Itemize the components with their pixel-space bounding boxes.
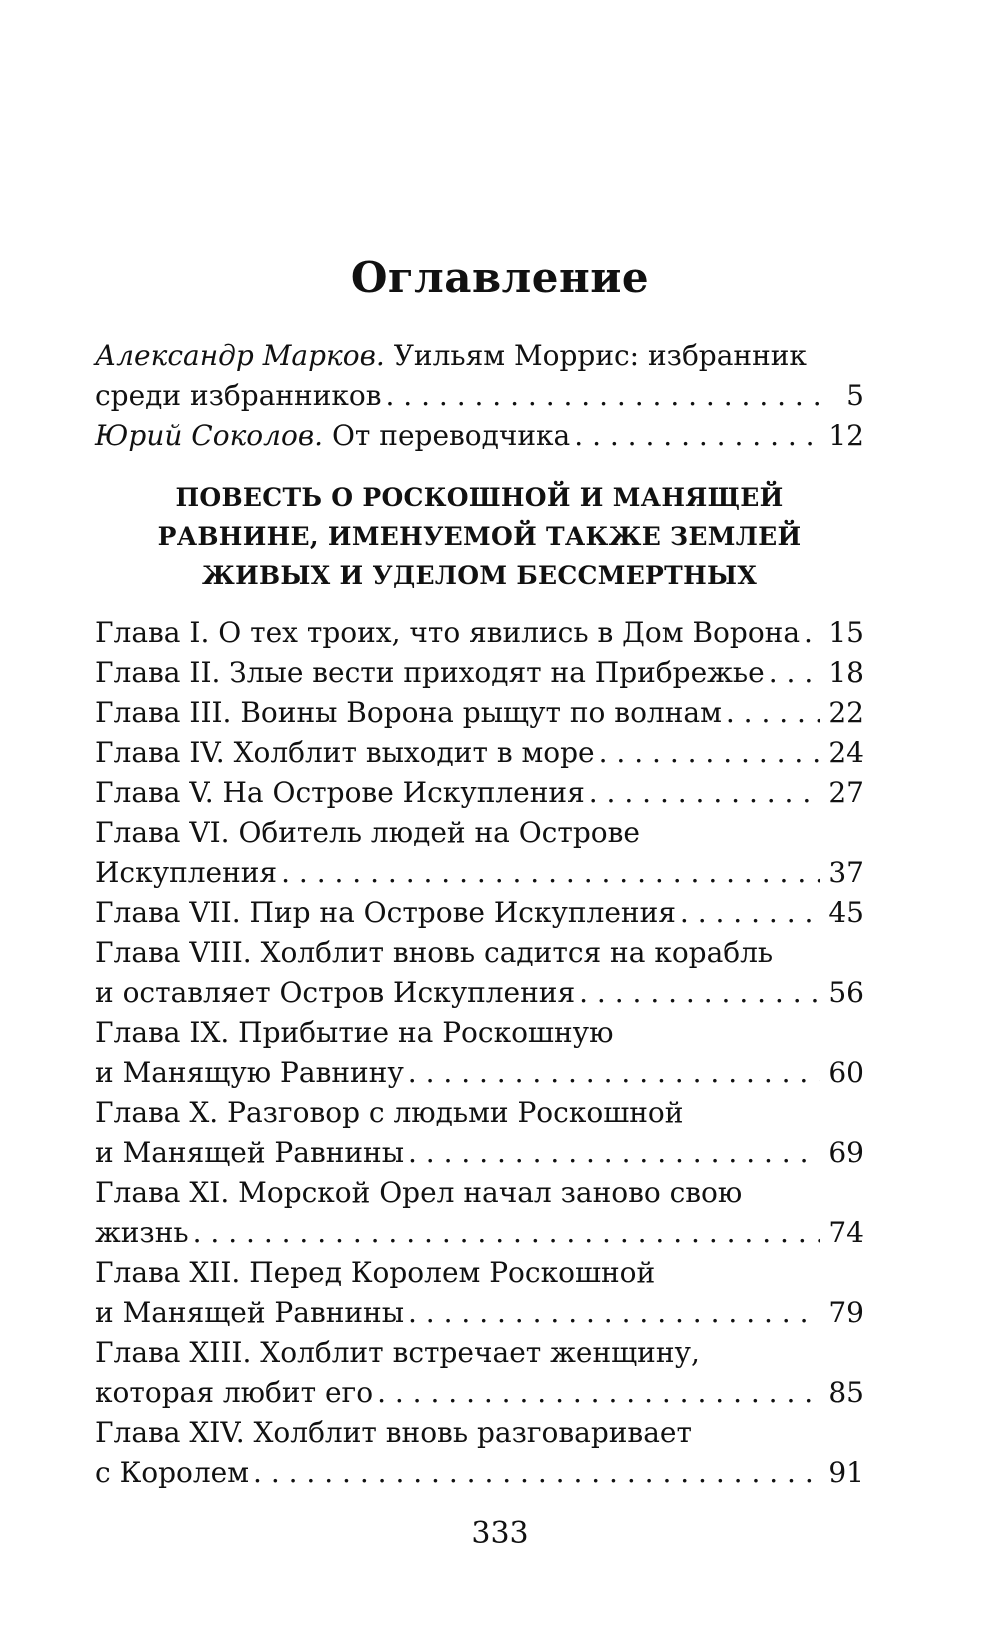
- page-number: 45: [828, 896, 864, 929]
- dot-leader: [377, 1373, 820, 1413]
- chapter-title-continued: и оставляет Остров Искупления: [95, 976, 576, 1009]
- toc-entry-chapter-continued: [95, 1213, 864, 1253]
- toc-entry-chapter-continued: [95, 973, 864, 1013]
- entry-title: От переводчика: [331, 419, 571, 452]
- dot-leader: [193, 1213, 821, 1253]
- table-of-contents: [95, 336, 864, 1493]
- dot-leader: [579, 973, 820, 1013]
- page-number: 56: [828, 976, 864, 1009]
- toc-entry-chapter-continued: [95, 1373, 864, 1413]
- author-name: Юрий Соколов.: [95, 419, 324, 452]
- dot-leader: [386, 376, 827, 416]
- chapter-title: Глава I. О тех троих, что явились в Дом Ворона: [95, 616, 801, 649]
- toc-entry-chapter: [95, 1173, 864, 1213]
- toc-entry-chapter: [95, 1253, 864, 1293]
- author-name: Александр Марков.: [95, 339, 385, 372]
- toc-entry-chapter: [95, 1093, 864, 1133]
- dot-leader: [281, 853, 820, 893]
- toc-entry-chapter: [95, 1333, 864, 1373]
- page-number: 37: [828, 856, 864, 889]
- toc-entry-chapter-continued: [95, 1453, 864, 1493]
- chapter-title: Глава IX. Прибытие на Роскошную: [95, 1016, 614, 1049]
- chapter-title-continued: и Манящей Равнины: [95, 1296, 404, 1329]
- page-number: 60: [828, 1056, 864, 1089]
- toc-entry-text: [95, 416, 570, 456]
- page-number: 91: [828, 1456, 864, 1489]
- dot-leader: [408, 1053, 821, 1093]
- chapter-title-continued: Искупления: [95, 856, 278, 889]
- page-number: 24: [828, 736, 864, 769]
- toc-entry-text: [95, 336, 807, 376]
- toc-entry-chapter: [95, 653, 864, 693]
- section-heading-line: ЖИВЫХ И УДЕЛОМ БЕССМЕРТНЫХ: [201, 561, 758, 590]
- toc-entry-chapter: [95, 933, 864, 973]
- page-number: 22: [828, 696, 864, 729]
- dot-leader: [574, 416, 820, 456]
- page-title: Оглавление: [350, 253, 650, 302]
- toc-entry-chapter: [95, 773, 864, 813]
- chapter-title-continued: с Королем: [95, 1456, 250, 1489]
- chapter-title: Глава II. Злые вести приходят на Прибрежье: [95, 656, 765, 689]
- toc-entry-translator-note: [95, 416, 864, 456]
- chapter-title-continued: и Манящую Равнину: [95, 1056, 404, 1089]
- toc-entry-chapter-continued: [95, 853, 864, 893]
- toc-entry-chapter-continued: [95, 1293, 864, 1333]
- chapter-title: Глава IV. Холблит выходит в море: [95, 736, 595, 769]
- chapter-title-continued: которая любит его: [95, 1376, 374, 1409]
- chapter-title: Глава XI. Морской Орел начал заново свою: [95, 1176, 743, 1209]
- chapter-title: Глава XII. Перед Королем Роскошной: [95, 1256, 656, 1289]
- chapter-title: Глава XIV. Холблит вновь разговаривает: [95, 1416, 692, 1449]
- entry-title-continued: среди избранников: [95, 379, 382, 412]
- page-folio-number: 333: [471, 1516, 529, 1551]
- page-number: 27: [828, 776, 864, 809]
- section-heading: [95, 478, 864, 595]
- toc-entry-chapter-continued: [95, 1133, 864, 1173]
- toc-entry-chapter: [95, 813, 864, 853]
- chapter-title: Глава VII. Пир на Острове Искупления: [95, 896, 676, 929]
- page-number: 85: [828, 1376, 864, 1409]
- dot-leader: [680, 893, 820, 933]
- toc-entry-chapter-continued: [95, 1053, 864, 1093]
- chapter-title: Глава III. Воины Ворона рыщут по волнам: [95, 696, 722, 729]
- toc-entry-chapter: [95, 1013, 864, 1053]
- page-number: 74: [828, 1216, 864, 1249]
- page-number: 15: [828, 616, 864, 649]
- chapter-title: Глава V. На Острове Искупления: [95, 776, 585, 809]
- chapter-title-continued: жизнь: [95, 1216, 189, 1249]
- dot-leader: [589, 773, 821, 813]
- toc-entry-chapter: [95, 613, 864, 653]
- dot-leader: [408, 1133, 820, 1173]
- dot-leader: [408, 1293, 820, 1333]
- chapter-title: Глава XIII. Холблит встречает женщину,: [95, 1336, 700, 1369]
- page-number: 12: [828, 419, 864, 452]
- dot-leader: [726, 693, 821, 733]
- dot-leader: [804, 613, 820, 653]
- page-number: 79: [828, 1296, 864, 1329]
- page-number: 69: [828, 1136, 864, 1169]
- toc-entry-chapter: [95, 893, 864, 933]
- section-heading-line: ПОВЕСТЬ О РОСКОШНОЙ И МАНЯЩЕЙ: [175, 483, 784, 512]
- page-number: 18: [828, 656, 864, 689]
- chapter-title: Глава VI. Обитель людей на Острове: [95, 816, 640, 849]
- dot-leader: [253, 1453, 820, 1493]
- toc-entry-chapter: [95, 1413, 864, 1453]
- page-number: 5: [846, 379, 864, 412]
- section-heading-line: РАВНИНЕ, ИМЕНУЕМОЙ ТАКЖЕ ЗЕМЛЕЙ: [157, 522, 802, 551]
- toc-entry-chapter: [95, 733, 864, 773]
- chapter-title-continued: и Манящей Равнины: [95, 1136, 404, 1169]
- toc-entry-foreword-line1: [95, 336, 864, 376]
- dot-leader: [599, 733, 821, 773]
- entry-title: Уильям Моррис: избранник: [393, 339, 807, 372]
- dot-leader: [769, 653, 821, 693]
- toc-entry-chapter: [95, 693, 864, 733]
- toc-entry-foreword-line2: [95, 376, 864, 416]
- chapter-title: Глава X. Разговор с людьми Роскошной: [95, 1096, 684, 1129]
- chapter-title: Глава VIII. Холблит вновь садится на корабль: [95, 936, 774, 969]
